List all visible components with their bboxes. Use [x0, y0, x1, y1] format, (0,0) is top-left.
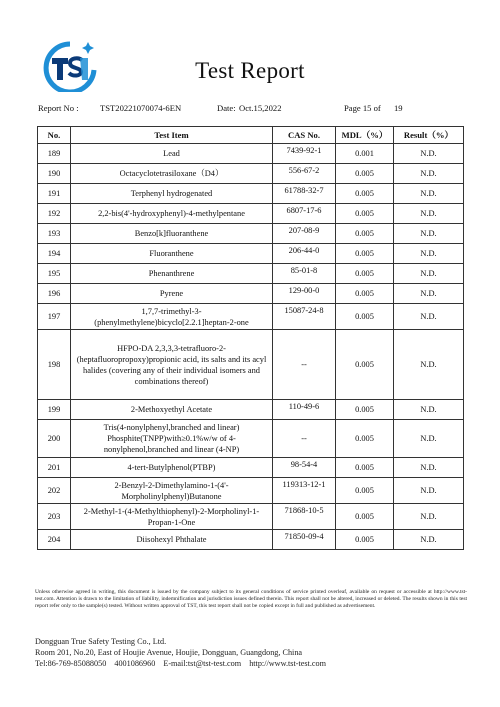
cell-item: 4-tert-Butylphenol(PTBP)	[71, 458, 273, 478]
cell-result: N.D.	[394, 184, 464, 204]
cell-item: Lead	[71, 144, 273, 164]
cell-result: N.D.	[394, 478, 464, 504]
cell-no: 204	[38, 530, 71, 550]
cell-result: N.D.	[394, 144, 464, 164]
cell-mdl: 0.005	[336, 184, 394, 204]
table-row	[38, 264, 464, 284]
cell-result: N.D.	[394, 264, 464, 284]
table-row	[38, 530, 464, 550]
cell-cas: 110-49-6	[273, 400, 336, 420]
telephone: Tel:86-769-85088050	[35, 659, 107, 668]
cell-result: N.D.	[394, 224, 464, 244]
cell-result: N.D.	[394, 420, 464, 458]
cell-cas: 206-44-0	[273, 244, 336, 264]
table-row	[38, 504, 464, 530]
table-row	[38, 184, 464, 204]
cell-item: Benzo[k]fluoranthene	[71, 224, 273, 244]
table-row	[38, 304, 464, 330]
cell-mdl: 0.005	[336, 458, 394, 478]
cell-item: 2-Benzyl-2-Dimethylamino-1-(4'-Morpholinylphenyl)Butanone	[71, 478, 273, 504]
table-row	[38, 204, 464, 224]
hotline: 4001086960	[114, 659, 156, 668]
page-title: Test Report	[195, 58, 305, 83]
cell-mdl: 0.005	[336, 304, 394, 330]
cell-result: N.D.	[394, 204, 464, 224]
date-label: Date:	[217, 103, 236, 113]
column-header: CAS No.	[273, 127, 336, 144]
cell-result: N.D.	[394, 330, 464, 400]
cell-mdl: 0.005	[336, 264, 394, 284]
contact-line	[35, 658, 332, 669]
cell-mdl: 0.005	[336, 284, 394, 304]
table-row	[38, 144, 464, 164]
cell-cas: 7439-92-1	[273, 144, 336, 164]
cell-no: 202	[38, 478, 71, 504]
cell-no: 197	[38, 304, 71, 330]
cell-cas: --	[273, 420, 336, 458]
table-row	[38, 458, 464, 478]
cell-item: 1,7,7-trimethyl-3-(phenylmethylene)bicyclo[2.2.1]heptan-2-one	[71, 304, 273, 330]
cell-item: 2,2-bis(4'-hydroxyphenyl)-4-methylpentane	[71, 204, 273, 224]
company-name: Dongguan True Safety Testing Co., Ltd.	[35, 637, 167, 646]
report-date: Oct.15,2022	[239, 103, 282, 113]
cell-result: N.D.	[394, 284, 464, 304]
website-link[interactable]: http://www.tst-test.com	[249, 659, 326, 668]
cell-item: Terphenyl hydrogenated	[71, 184, 273, 204]
cell-cas: 98-54-4	[273, 458, 336, 478]
cell-result: N.D.	[394, 504, 464, 530]
table-row	[38, 224, 464, 244]
table-header-row	[38, 127, 464, 144]
cell-result: N.D.	[394, 458, 464, 478]
cell-cas: 207-08-9	[273, 224, 336, 244]
cell-mdl: 0.005	[336, 164, 394, 184]
cell-no: 201	[38, 458, 71, 478]
cell-item: 2-Methyl-1-(4-Methylthiophenyl)-2-Morpholinyl-1-Propan-1-One	[71, 504, 273, 530]
cell-item: HFPO-DA 2,3,3,3-tetrafluoro-2-(heptafluoropropoxy)propionic acid, its salts and its acyl halides (covering any of their individual isomers and combinations thereof)	[71, 330, 273, 400]
cell-mdl: 0.005	[336, 504, 394, 530]
cell-no: 192	[38, 204, 71, 224]
cell-mdl: 0.005	[336, 204, 394, 224]
column-header: Test Item	[71, 127, 273, 144]
page-label: Page 15 of	[344, 103, 381, 113]
report-no-label: Report No :	[38, 103, 79, 113]
cell-cas: 61788-32-7	[273, 184, 336, 204]
cell-cas: 15087-24-8	[273, 304, 336, 330]
cell-no: 190	[38, 164, 71, 184]
cell-no: 196	[38, 284, 71, 304]
cell-no: 203	[38, 504, 71, 530]
cell-result: N.D.	[394, 304, 464, 330]
cell-result: N.D.	[394, 164, 464, 184]
table-row	[38, 164, 464, 184]
cell-item: Pyrene	[71, 284, 273, 304]
test-results-table	[37, 126, 464, 550]
email: E-mail:tst@tst-test.com	[163, 659, 242, 668]
cell-mdl: 0.001	[336, 144, 394, 164]
cell-no: 198	[38, 330, 71, 400]
cell-item: 2-Methoxyethyl Acetate	[71, 400, 273, 420]
table-row	[38, 420, 464, 458]
cell-cas: --	[273, 330, 336, 400]
cell-cas: 85-01-8	[273, 264, 336, 284]
table-row	[38, 284, 464, 304]
cell-no: 200	[38, 420, 71, 458]
cell-mdl: 0.005	[336, 530, 394, 550]
column-header: MDL（%）	[336, 127, 394, 144]
column-header: No.	[38, 127, 71, 144]
cell-item: Tris(4-nonylphenyl,branched and linear) Phosphite(TNPP)with≥0.1%w/w of 4-nonylphenol,branched and linear (4-NP)	[71, 420, 273, 458]
cell-mdl: 0.005	[336, 224, 394, 244]
cell-cas: 129-00-0	[273, 284, 336, 304]
cell-mdl: 0.005	[336, 478, 394, 504]
cell-no: 194	[38, 244, 71, 264]
cell-no: 193	[38, 224, 71, 244]
report-no: TST20221070074-6EN	[100, 103, 182, 113]
cell-cas: 119313-12-1	[273, 478, 336, 504]
table-row	[38, 478, 464, 504]
company-address: Room 201, No.20, East of Houjie Avenue, Houjie, Dongguan, Guangdong, China	[35, 648, 303, 657]
cell-result: N.D.	[394, 244, 464, 264]
cell-result: N.D.	[394, 400, 464, 420]
page-total: 19	[394, 103, 403, 113]
cell-result: N.D.	[394, 530, 464, 550]
cell-no: 199	[38, 400, 71, 420]
cell-item: Fluoranthene	[71, 244, 273, 264]
cell-cas: 556-67-2	[273, 164, 336, 184]
table-row	[38, 400, 464, 420]
cell-item: Diisohexyl Phthalate	[71, 530, 273, 550]
cell-item: Octacyclotetrasiloxane（D4）	[71, 164, 273, 184]
cell-cas: 6807-17-6	[273, 204, 336, 224]
legal-notice: Unless otherwise agreed in writing, this document is issued by the company subject to its general conditions of service printed overleaf, available on request or accessible at http://www.tst-test.com. Attention is drawn to the limitation of liability, indemnification and jurisdiction issues defined therein. This report shall not be altered, increased or deleted. The results shown in this test report refer only to the sample(s) tested. Without written approval of TST, this test report shall not be copied except in full and published as advertisement.	[35, 589, 467, 609]
column-header: Result（%）	[394, 127, 464, 144]
cell-mdl: 0.005	[336, 330, 394, 400]
cell-mdl: 0.005	[336, 400, 394, 420]
table-row	[38, 244, 464, 264]
footer	[35, 636, 332, 669]
cell-cas: 71850-09-4	[273, 530, 336, 550]
cell-item: Phenanthrene	[71, 264, 273, 284]
cell-no: 189	[38, 144, 71, 164]
cell-cas: 71868-10-5	[273, 504, 336, 530]
cell-mdl: 0.005	[336, 420, 394, 458]
cell-no: 195	[38, 264, 71, 284]
cell-no: 191	[38, 184, 71, 204]
cell-mdl: 0.005	[336, 244, 394, 264]
table-row	[38, 330, 464, 400]
